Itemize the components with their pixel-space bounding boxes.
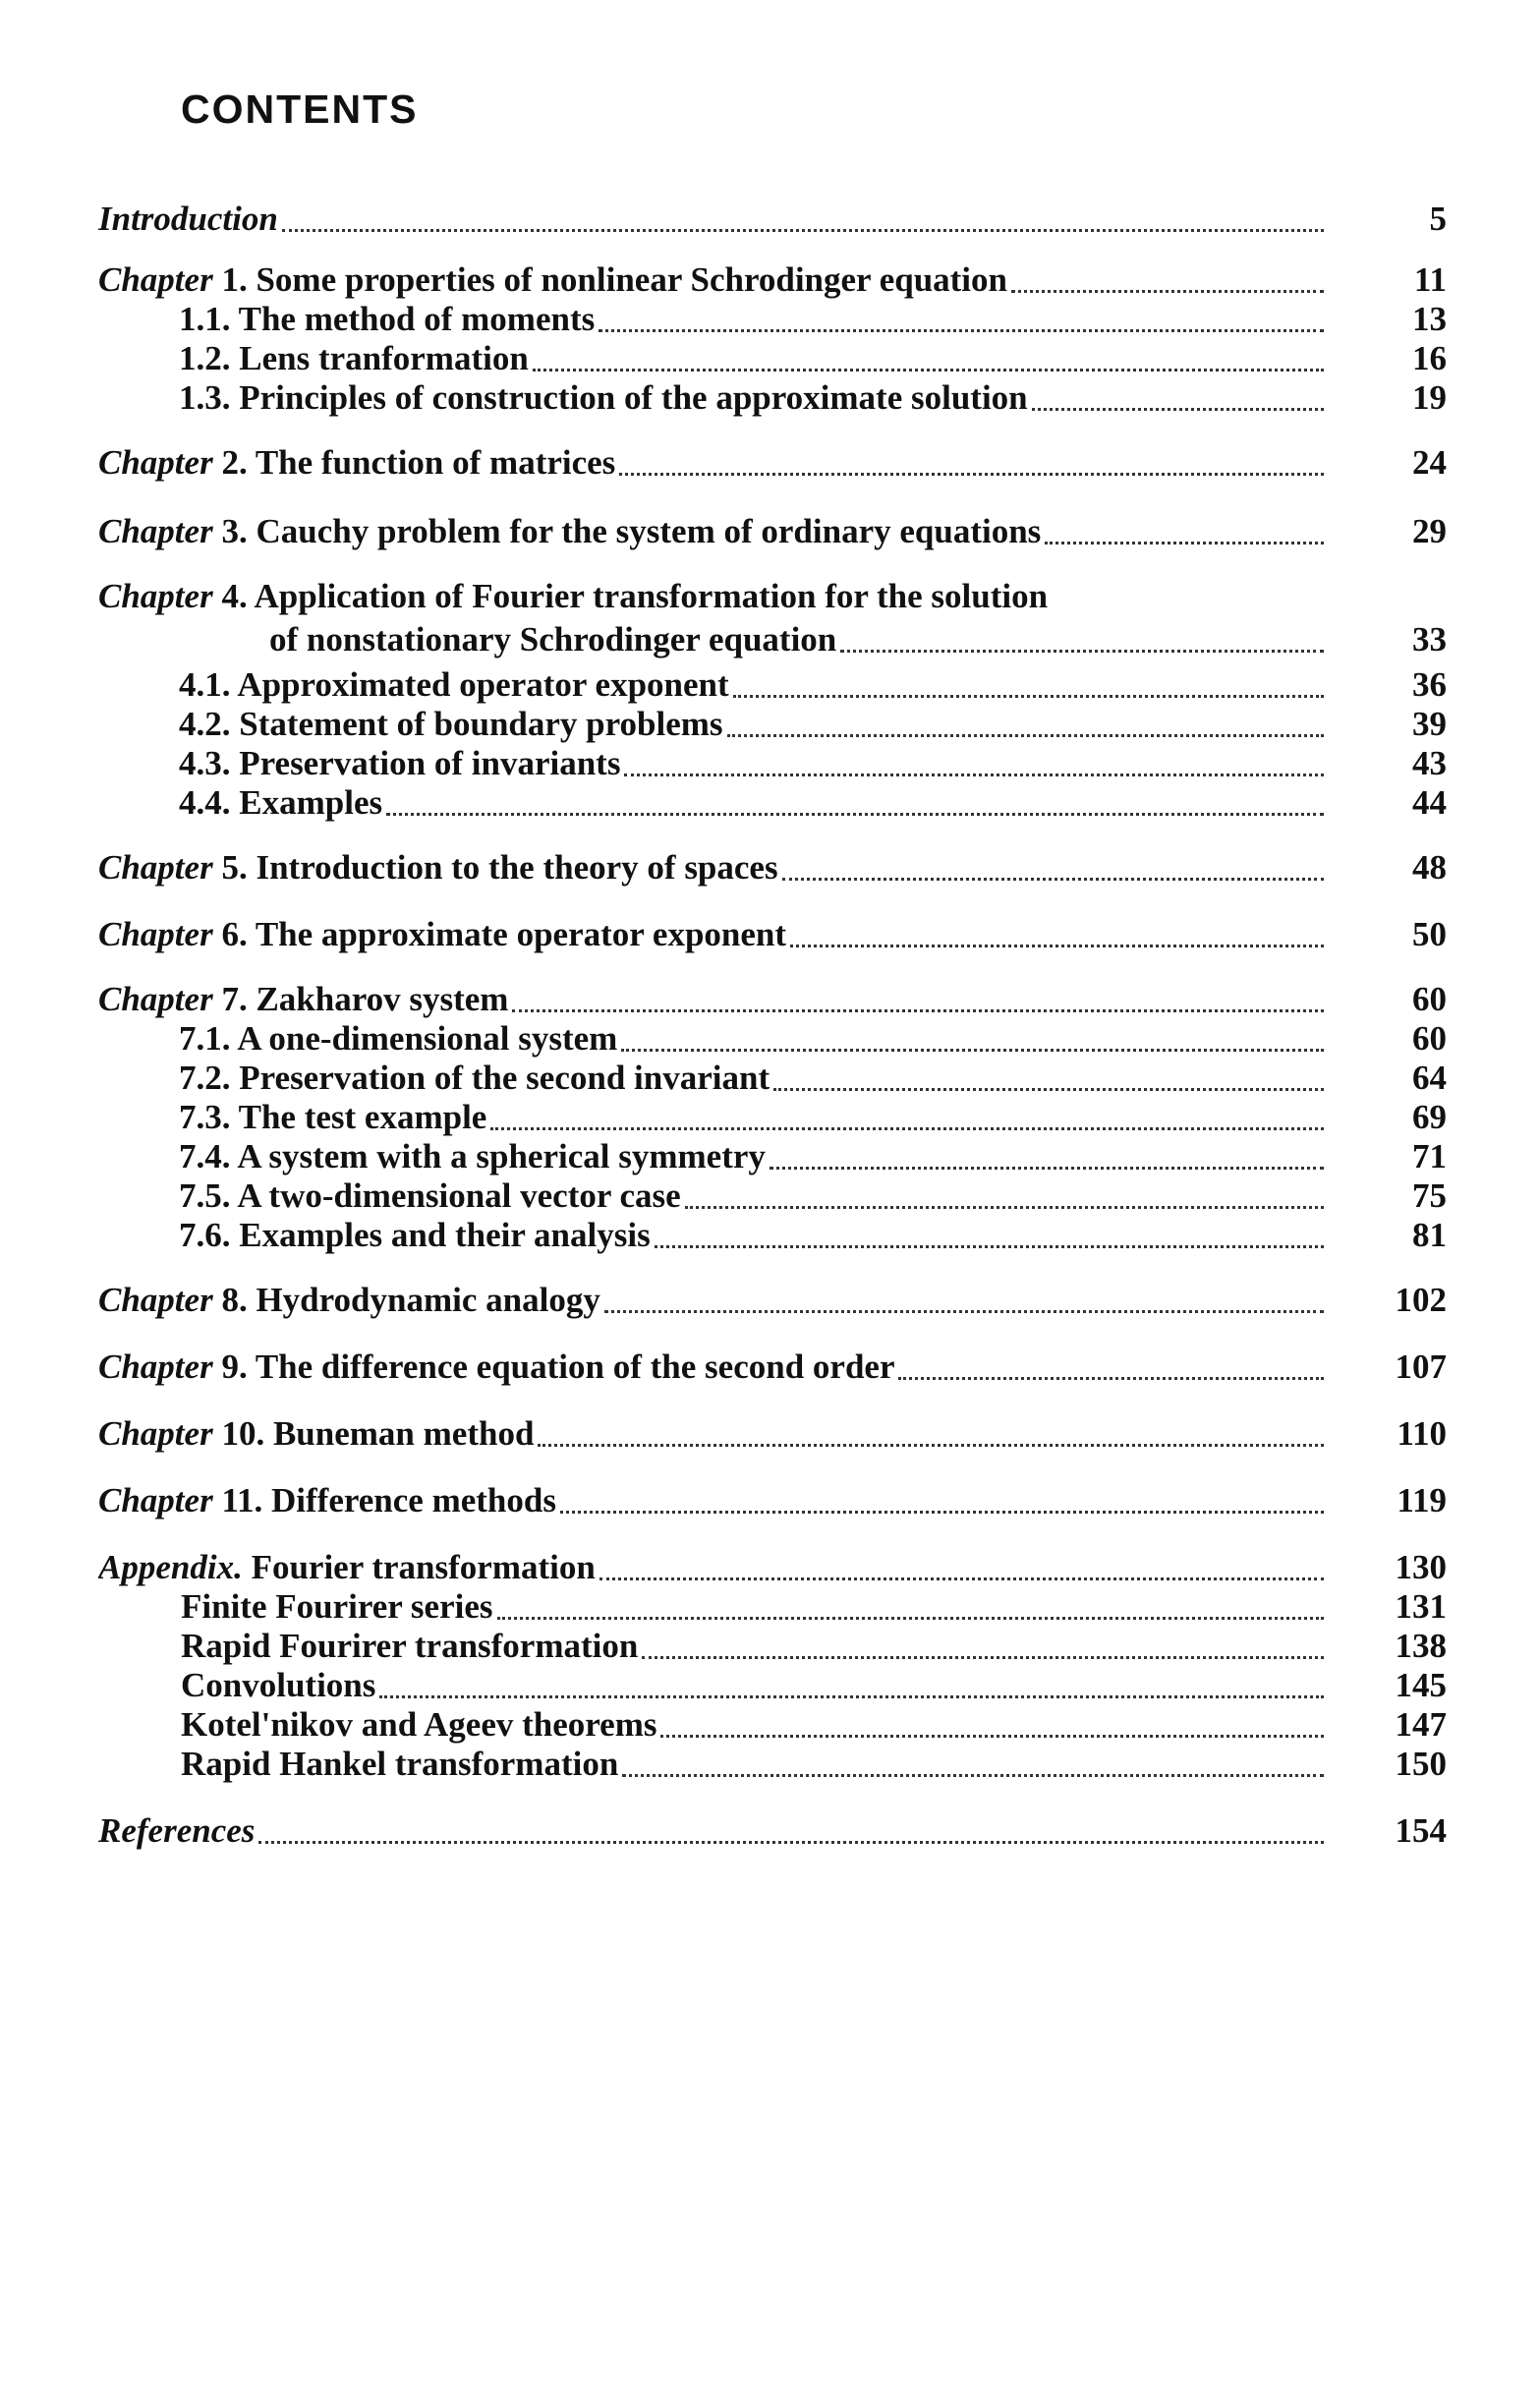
dot-leader (490, 1127, 1324, 1130)
toc-entry-lead: Chapter (98, 848, 213, 887)
dot-leader (599, 329, 1324, 332)
toc-page-number: 147 (1395, 1705, 1447, 1744)
toc-page-number: 81 (1412, 1216, 1447, 1254)
toc-page-number: 33 (1412, 620, 1447, 659)
toc-entry-title: 4.3. Preservation of invariants (179, 744, 621, 782)
toc-page-number: 131 (1395, 1587, 1447, 1626)
dot-leader (660, 1735, 1324, 1738)
toc-page-number: 13 (1412, 300, 1447, 338)
dot-leader (560, 1511, 1324, 1514)
dot-leader (770, 1167, 1324, 1170)
dot-leader (386, 813, 1324, 816)
dot-leader (621, 1049, 1324, 1052)
dot-leader (624, 774, 1324, 776)
toc-entry (98, 440, 1447, 486)
toc-entry-text (98, 1278, 1324, 1323)
dot-leader (790, 945, 1324, 947)
dot-leader (604, 1310, 1324, 1313)
toc-page-number: 119 (1397, 1481, 1447, 1519)
toc-entry-title: 7.4. A system with a spherical symmetry (179, 1137, 766, 1175)
toc-entry-text (98, 197, 1324, 242)
toc-page-number: 130 (1395, 1548, 1447, 1586)
toc-page-number: 50 (1412, 915, 1447, 953)
toc-page-number: 43 (1412, 744, 1447, 782)
dot-leader (533, 369, 1324, 372)
toc-entry (98, 1213, 1447, 1258)
toc-entry (98, 197, 1447, 242)
toc-entry-title: 7.3. The test example (179, 1098, 487, 1136)
toc-entry-text (98, 912, 1324, 957)
toc-entry-title: 1.2. Lens tranformation (179, 339, 529, 377)
toc-entry-title: 5. Introduction to the theory of spaces (212, 848, 778, 887)
toc-entry (98, 375, 1447, 421)
toc-page-number: 71 (1412, 1137, 1447, 1175)
dot-leader (599, 1577, 1324, 1580)
toc-entry-title: 11. Difference methods (212, 1481, 556, 1519)
dot-leader (538, 1444, 1324, 1447)
dot-leader (379, 1695, 1324, 1698)
toc-page-number: 154 (1395, 1811, 1447, 1850)
toc-page-number: 24 (1412, 443, 1447, 482)
toc-entry-text (98, 509, 1324, 554)
contents-heading: CONTENTS (181, 86, 419, 132)
toc-entry (98, 845, 1447, 890)
toc-entry-lead: References (98, 1811, 256, 1850)
toc-entry-text (98, 1808, 1324, 1854)
dot-leader (733, 695, 1324, 698)
toc-entry-title: 1.1. The method of moments (179, 300, 596, 338)
toc-entry-title: Rapid Fourirer transformation (181, 1627, 639, 1665)
toc-entry-title: 9. The difference equation of the second order (212, 1347, 895, 1386)
toc-entry-lead: Chapter (98, 1347, 213, 1386)
dot-leader (642, 1656, 1324, 1659)
toc-page-number: 16 (1412, 339, 1447, 377)
toc-entry-lead: Chapter (98, 915, 213, 953)
toc-entry-title: 7.1. A one-dimensional system (179, 1019, 618, 1058)
dot-leader (258, 1841, 1324, 1844)
dot-leader (1045, 542, 1324, 545)
toc-entry-title: 8. Hydrodynamic analogy (212, 1281, 600, 1319)
toc-page-number: 107 (1395, 1347, 1447, 1386)
dot-leader (1032, 408, 1324, 411)
toc-page-number: 69 (1412, 1098, 1447, 1136)
toc-entry-title: 7.2. Preservation of the second invariant (179, 1059, 770, 1097)
toc-page-number: 19 (1412, 378, 1447, 417)
toc-entry-text (98, 440, 1324, 486)
toc-entry-title: 6. The approximate operator exponent (212, 915, 787, 953)
toc-entry-title: Fourier transformation (242, 1548, 596, 1586)
toc-entry-title: 7.5. A two-dimensional vector case (179, 1176, 681, 1215)
dot-leader (898, 1377, 1324, 1380)
toc-page-number: 75 (1412, 1176, 1447, 1215)
dot-leader (1011, 290, 1324, 293)
toc-entry-lead: Chapter (98, 512, 213, 550)
toc-page-number: 39 (1412, 705, 1447, 743)
toc-entry-title: 4.1. Approximated operator exponent (179, 665, 729, 704)
toc-entry (98, 1411, 1447, 1457)
toc-entry (98, 1278, 1447, 1323)
toc-entry-title: 10. Buneman method (212, 1414, 535, 1453)
toc-entry (98, 509, 1447, 554)
toc-page-number: 102 (1395, 1281, 1447, 1319)
toc-entry-lead: Chapter (98, 1414, 213, 1453)
toc-entry (98, 617, 1447, 662)
toc-entry (98, 1478, 1447, 1523)
toc-page-number: 60 (1412, 980, 1447, 1018)
dot-leader (727, 734, 1324, 737)
toc-entry-lead: Chapter (98, 1481, 213, 1519)
toc-entry-title: of nonstationary Schrodinger equation (269, 620, 837, 659)
toc-entry-lead: Chapter (98, 577, 213, 615)
toc-entry-text (98, 1345, 1324, 1390)
toc-entry-title: 7.6. Examples and their analysis (179, 1216, 651, 1254)
toc-entry-lead: Chapter (98, 260, 213, 299)
toc-page-number: 48 (1412, 848, 1447, 887)
toc-page-number: 145 (1395, 1666, 1447, 1704)
toc-entry-title: Convolutions (181, 1666, 376, 1704)
toc-entry-text (98, 1411, 1324, 1457)
toc-entry-lead: Chapter (98, 980, 213, 1018)
toc-entry-title: 1. Some properties of nonlinear Schrodinger equation (212, 260, 1008, 299)
toc-entry-text (98, 845, 1324, 890)
toc-entry-text (98, 574, 1324, 619)
toc-page-number: 29 (1412, 512, 1447, 550)
toc-entry-title: 4.4. Examples (179, 783, 383, 822)
toc-page-number: 110 (1397, 1414, 1447, 1453)
toc-entry-text (179, 375, 1324, 421)
toc-entry (98, 574, 1447, 619)
toc-entry-text (181, 1742, 1324, 1787)
toc-page-number: 138 (1395, 1627, 1447, 1665)
toc-entry-title: 7. Zakharov system (212, 980, 509, 1018)
dot-leader (773, 1088, 1324, 1091)
toc-entry-title: 3. Cauchy problem for the system of ordinary equations (212, 512, 1042, 550)
toc-page-number: 60 (1412, 1019, 1447, 1058)
toc-entry-title: 4. Application of Fourier transformation for the solution (212, 577, 1049, 615)
dot-leader (782, 878, 1324, 881)
toc-entry-title: Finite Fourirer series (181, 1587, 493, 1626)
toc-entry-lead: Appendix. (98, 1548, 243, 1586)
toc-entry-text (98, 1478, 1324, 1523)
dot-leader (282, 229, 1324, 232)
toc-entry-lead: Introduction (98, 200, 278, 238)
toc-entry-title: 4.2. Statement of boundary problems (179, 705, 723, 743)
toc-entry-text (179, 1213, 1324, 1258)
dot-leader (655, 1245, 1324, 1248)
toc-page-number: 44 (1412, 783, 1447, 822)
toc-page-number: 11 (1413, 260, 1447, 299)
toc-entry (98, 780, 1447, 826)
toc-page-number: 150 (1395, 1745, 1447, 1783)
toc-entry-title: 2. The function of matrices (212, 443, 616, 482)
dot-leader (840, 650, 1324, 653)
dot-leader (685, 1206, 1324, 1209)
toc-entry-title: Kotel'nikov and Ageev theorems (181, 1705, 657, 1744)
toc-entry-title: Rapid Hankel transformation (181, 1745, 619, 1783)
toc-entry (98, 1742, 1447, 1787)
toc-entry-lead: Chapter (98, 1281, 213, 1319)
dot-leader (497, 1617, 1325, 1620)
toc-page-number: 5 (1429, 200, 1447, 238)
toc-entry-text (269, 617, 1324, 662)
toc-entry (98, 1808, 1447, 1854)
toc-page-number: 64 (1412, 1059, 1447, 1097)
toc-entry-title: 1.3. Principles of construction of the approximate solution (179, 378, 1028, 417)
dot-leader (512, 1009, 1324, 1012)
dot-leader (619, 473, 1324, 476)
toc-page-number: 36 (1412, 665, 1447, 704)
toc-entry-text (179, 780, 1324, 826)
dot-leader (622, 1774, 1324, 1777)
toc-entry (98, 912, 1447, 957)
toc-entry (98, 1345, 1447, 1390)
toc-entry-lead: Chapter (98, 443, 213, 482)
